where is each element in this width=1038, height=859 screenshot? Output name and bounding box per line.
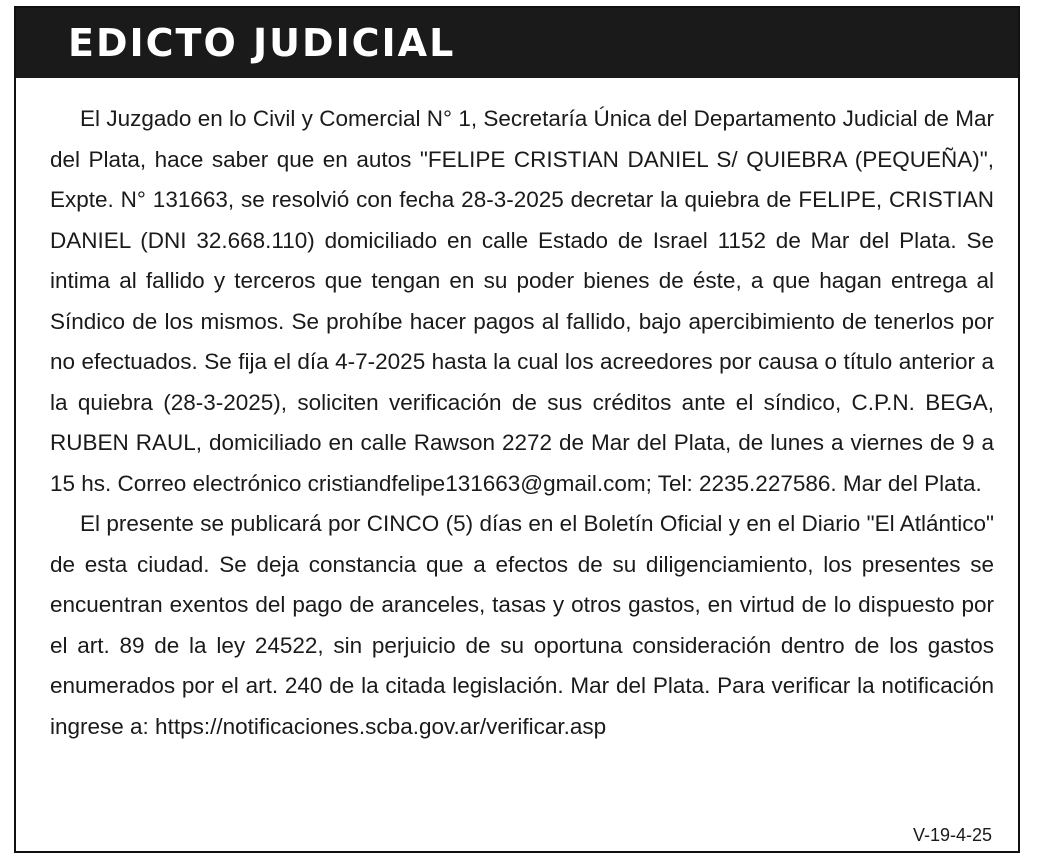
publication-code: V-19-4-25 [912,825,992,845]
edict-paragraph-2: El presente se publicará por CINCO (5) días en el Boletín Oficial y en el Diario "El Atlántico" de esta ciudad. Se deja constancia que a efectos de su diligenciamiento, los presentes se encuentran exentos del pago de aranceles, tasas y otros gastos, en virtud de lo dispuesto por el art. 89 de la ley 24522, sin perjuicio de su oportuna consideración dentro de los gastos enumerados por el art. 240 de la citada legislación. Mar del Plata. Para verificar la notificación ingrese a: https://notificaciones.scba.gov.ar/verificar.asp [50,511,994,739]
edict-paragraph-1: El Juzgado en lo Civil y Comercial N° 1, Secretaría Única del Departamento Judicial de Mar del Plata, hace saber que en autos "FELIPE CRISTIAN DANIEL S/ QUIEBRA (PEQUEÑA)", Expte. N° 131663, se resolvió con fecha 28-3-2025 decretar la quiebra de FELIPE, CRISTIAN DANIEL (DNI 32.668.110) domiciliado en calle Estado de Israel 1152 de Mar del Plata. Se intima al fallido y terceros que tengan en su poder bienes de éste, a que hagan entrega al Síndico de los mismos. Se prohíbe hacer pagos al fallido, bajo apercibimiento de tenerlos por no efectuados. Se fija el día 4-7-2025 hasta la cual los acreedores por causa o título anterior a la quiebra (28-3-2025), soliciten verificación de sus créditos ante el síndico, C.P.N. BEGA, RUBEN RAUL, domiciliado en calle Rawson 2272 de Mar del Plata, de lunes a viernes de 9 a 15 hs. Correo electrónico cristiandfelipe131663@gmail.com; Tel: 2235.227586. Mar del Plata. [50,106,994,496]
edict-body [50,99,994,747]
page-title: EDICTO JUDICIAL [68,21,456,65]
header-bar [16,8,1018,78]
edict-notice [14,6,1020,853]
